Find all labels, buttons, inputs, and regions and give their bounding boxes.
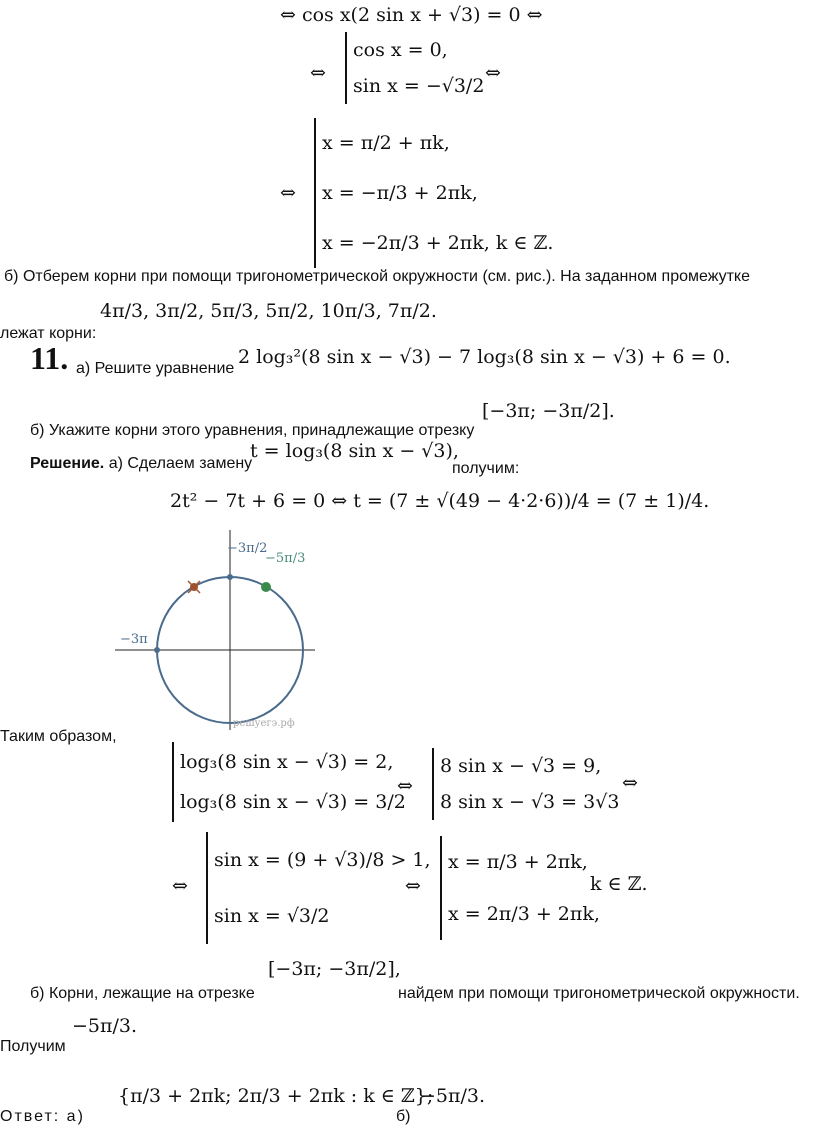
solution-label: Решение. [30, 455, 105, 472]
task-a-label: а) Решите уравнение [76, 360, 235, 377]
system-1-row-1: cos x = 0, [353, 39, 448, 61]
task-b-interval: [−3π; −3π/2]. [482, 400, 615, 422]
task-number: 11. [30, 340, 69, 376]
part-b2-interval: [−3π; −3π/2], [268, 958, 401, 980]
system-3-row-1: log₃(8 sin x − √3) = 2, [180, 751, 394, 773]
arrow-2: ⇔ [485, 62, 501, 84]
label-left: −3π [120, 632, 148, 647]
system-1 [345, 32, 484, 104]
label-green: −5π/3 [265, 551, 306, 566]
roots-list: 4π/3, 3π/2, 5π/3, 5π/2, 10π/3, 7π/2. [100, 300, 437, 322]
got-label: Получим [0, 1038, 66, 1055]
system-1-row-2: sin x = −√3/2 [353, 75, 485, 97]
label-top: −3π/2 [227, 541, 268, 556]
k-in-z: k ∈ ℤ. [590, 873, 648, 895]
answer-b: −5π/3. [420, 1085, 486, 1107]
part-b2-text: б) Корни, лежащие на отрезке [30, 985, 255, 1002]
solution-line [30, 455, 252, 473]
arrow-6: ⇔ [172, 875, 188, 897]
system-5-row-1: sin x = (9 + √3)/8 > 1, [214, 849, 431, 871]
system-6-row-2: x = 2π/3 + 2πk, [448, 903, 600, 925]
answer-a: {π/3 + 2πk; 2π/3 + 2πk : k ∈ ℤ}; [118, 1085, 434, 1107]
solution-a-text: а) Сделаем замену [108, 455, 253, 472]
got-value: −5π/3. [72, 1015, 138, 1037]
system-4 [432, 748, 619, 820]
system-5-row-2: sin x = √3/2 [214, 905, 330, 927]
point-crossed [188, 581, 200, 593]
point-top [227, 574, 233, 580]
system-2-row-2: x = −π/3 + 2πk, [322, 182, 478, 204]
arrow-7: ⇔ [405, 875, 421, 897]
system-6 [440, 836, 600, 940]
system-2-row-3: x = −2π/3 + 2πk, k ∈ ℤ. [322, 232, 554, 254]
arrow-5: ⇔ [622, 772, 638, 794]
arrow-3: ⇔ [280, 182, 296, 204]
watermark: решуегэ.рф [233, 718, 295, 729]
system-2-row-1: x = π/2 + πk, [322, 132, 450, 154]
answer-label: Ответ: а) [0, 1108, 85, 1125]
system-4-row-2: 8 sin x − √3 = 3√3 [440, 791, 620, 813]
quadratic-equation: 2t² − 7t + 6 = 0 ⇔ t = (7 ± √(49 − 4·2·6))/4 = (7 ± 1)/4. [170, 490, 710, 512]
task-b-label: б) Укажите корни этого уравнения, принадлежащие отрезку [30, 422, 475, 439]
thus-label: Таким образом, [0, 728, 117, 745]
answer-b-label: б) [396, 1108, 411, 1125]
part-b-text: б) Отберем корни при помощи тригонометрической окружности (см. рис.). На заданном промежутке [4, 268, 751, 285]
system-5 [206, 832, 431, 944]
substitution: t = log₃(8 sin x − √3), [250, 440, 459, 462]
system-2 [314, 118, 553, 268]
trig-circle-diagram [115, 530, 315, 730]
system-6-row-1: x = π/3 + 2πk, [448, 851, 588, 873]
arrow-4: ⇔ [397, 775, 413, 797]
point-left [154, 647, 160, 653]
part-b2-rest: найдем при помощи тригонометрической окружности. [398, 985, 800, 1002]
get-label: получим: [452, 460, 520, 477]
point-green [261, 582, 271, 592]
equation-line-1: ⇔ cos x(2 sin x + √3) = 0 ⇔ [280, 4, 543, 26]
arrow-1: ⇔ [310, 62, 326, 84]
system-3 [172, 742, 406, 822]
task-a-equation: 2 log₃²(8 sin x − √3) − 7 log₃(8 sin x − √3) + 6 = 0. [238, 346, 731, 368]
system-3-row-2: log₃(8 sin x − √3) = 3/2 [180, 791, 406, 813]
system-4-row-1: 8 sin x − √3 = 9, [440, 755, 602, 777]
roots-label: лежат корни: [0, 325, 97, 342]
